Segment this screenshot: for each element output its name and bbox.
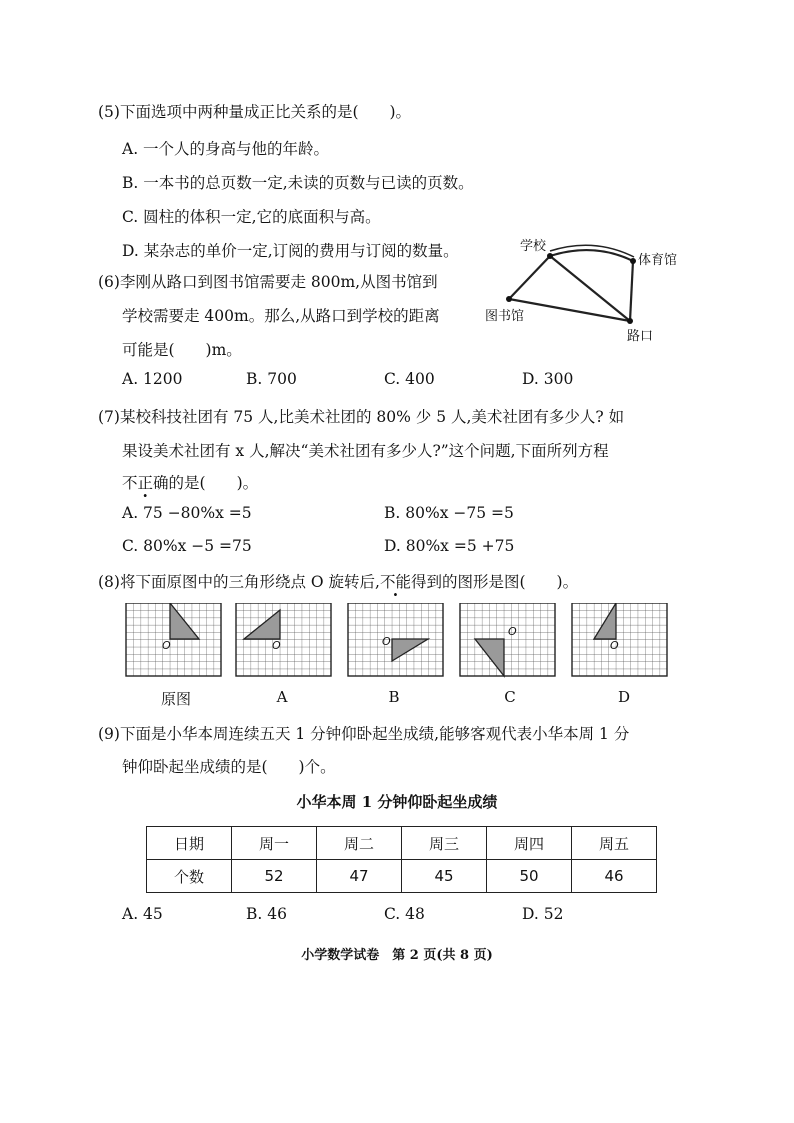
page-footer: 小学数学试卷 第 2 页(共 8 页) — [301, 948, 493, 963]
library-label: 图书馆 — [485, 309, 525, 324]
school-point — [547, 253, 553, 259]
grid-a — [236, 603, 331, 676]
q7-line-1: (7)某校科技社团有 75 人,比美术社团的 80% 少 5 人,美术社团有多少人? 如 — [98, 408, 625, 426]
point-o-a: O — [272, 639, 281, 652]
table-cell: 52 — [232, 860, 317, 893]
grid-original — [126, 603, 221, 676]
q6-option-a: A. 1200 — [122, 370, 183, 388]
q9-line-2: 钟仰卧起坐成绩的是( )个。 — [122, 758, 336, 776]
q5-option-a: A. 一个人的身高与他的年龄。 — [122, 140, 330, 158]
school-label: 学校 — [520, 239, 547, 254]
table-header-cell: 周二 — [317, 827, 402, 860]
table-cell: 个数 — [147, 860, 232, 893]
q7-option-a: A. 75 −80%x =5 — [122, 504, 252, 522]
table-header-cell: 日期 — [147, 827, 232, 860]
table-cell: 46 — [572, 860, 657, 893]
table-header-cell: 周三 — [402, 827, 487, 860]
grid-d — [572, 603, 667, 676]
point-o-d: O — [610, 639, 619, 652]
q5-option-b: B. 一本书的总页数一定,未读的页数与已读的页数。 — [122, 174, 474, 192]
gym-label: 体育馆 — [638, 253, 678, 268]
q7-line-3 — [122, 471, 258, 493]
score-table — [146, 826, 657, 893]
table-title: 小华本周 1 分钟仰卧起坐成绩 — [296, 793, 498, 811]
q9-line-1: (9)下面是小华本周连续五天 1 分钟仰卧起坐成绩,能够客观代表小华本周 1 分 — [98, 725, 630, 743]
q9-option-b: B. 46 — [246, 905, 287, 923]
table-header-cell: 周五 — [572, 827, 657, 860]
label-d: D — [617, 688, 631, 706]
grid-c — [460, 603, 555, 676]
table-header-cell: 周一 — [232, 827, 317, 860]
q5-option-c: C. 圆柱的体积一定,它的底面积与高。 — [122, 208, 381, 226]
point-o-original: O — [162, 639, 171, 652]
q9-option-a: A. 45 — [122, 905, 163, 923]
rotation-figures — [122, 603, 682, 679]
label-b: B — [388, 688, 400, 706]
label-original: 原图 — [160, 690, 191, 708]
q5-stem: (5)下面选项中两种量成正比关系的是( )。 — [98, 103, 412, 121]
q7-line-3-rest: 的是( )。 — [168, 474, 259, 492]
grid-b — [348, 603, 443, 676]
q8-stem-post: 得到的图形是图( )。 — [410, 573, 579, 591]
point-o-c: O — [508, 625, 517, 638]
table-cell: 50 — [487, 860, 572, 893]
route-map-diagram — [484, 238, 684, 348]
crossing-label: 路口 — [627, 329, 654, 344]
crossing-point — [627, 318, 633, 324]
q6-line-3: 可能是( )m。 — [122, 341, 242, 359]
table-header-row — [147, 827, 657, 860]
table-cell: 45 — [402, 860, 487, 893]
q6-line-1: (6)李刚从路口到图书馆需要走 800m,从图书馆到 — [98, 273, 438, 291]
table-cell: 47 — [317, 860, 402, 893]
q7-line-2: 果设美术社团有 x 人,解决“美术社团有多少人?”这个问题,下面所列方程 — [122, 442, 609, 460]
q8-stem — [98, 570, 578, 592]
q8-emphasis-text: 不能 — [379, 573, 411, 591]
q5-option-d: D. 某杂志的单价一定,订阅的费用与订阅的数量。 — [122, 242, 459, 260]
label-a: A — [276, 688, 288, 706]
gym-point — [630, 258, 636, 264]
q7-emphasis-text: 不正确 — [122, 474, 169, 492]
label-c: C — [504, 688, 516, 706]
table-header-cell: 周四 — [487, 827, 572, 860]
q7-option-b: B. 80%x −75 =5 — [384, 504, 514, 522]
q7-option-c: C. 80%x −5 =75 — [122, 537, 252, 555]
table-row — [147, 860, 657, 893]
q6-option-c: C. 400 — [384, 370, 435, 388]
q7-option-d: D. 80%x =5 +75 — [384, 537, 515, 555]
q6-option-b: B. 700 — [246, 370, 297, 388]
q9-option-d: D. 52 — [522, 905, 564, 923]
q6-line-2: 学校需要走 400m。那么,从路口到学校的距离 — [122, 307, 440, 325]
q9-option-c: C. 48 — [384, 905, 425, 923]
q8-stem-pre: (8)将下面原图中的三角形绕点 O 旋转后, — [98, 573, 380, 591]
point-o-b: O — [382, 635, 391, 648]
library-point — [506, 296, 512, 302]
q6-option-d: D. 300 — [522, 370, 574, 388]
